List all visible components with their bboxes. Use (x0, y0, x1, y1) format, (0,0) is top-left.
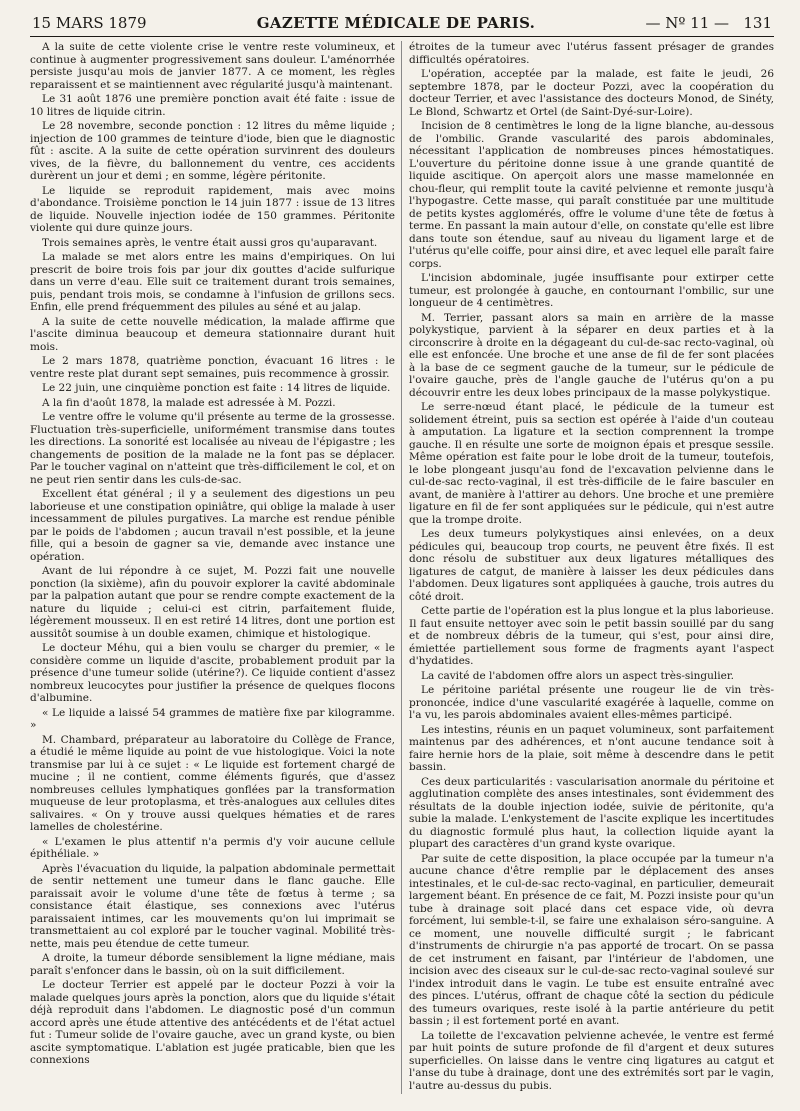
paragraph: Le 31 août 1876 une première ponction avait été faite : issue de 10 litres de liquide citrin. (30, 93, 395, 118)
paragraph: Le liquide se reproduit rapidement, mais avec moins d'abondance. Troisième ponction le 14 juin 1877 : issue de 13 litres de liquide. Nouvelle injection iodée de 150 grammes. Péritonite violente qui dure quinze jours. (30, 184, 395, 234)
paragraph: Le 22 juin, une cinquième ponction est faite : 14 litres de liquide. (42, 382, 391, 394)
paragraph: Par suite de cette disposition, la place occupée par la tumeur n'a aucune chance d'être remplie par le déplacement des anses intestinales, et le cul-de-sac recto-vaginal, en particulier, demeurait largement béant. En présence de ce fait, M. Pozzi insiste pour qu'un tube à drainage soit placé dans cet espace vide, où devra forcément, lui semble-t-il, se faire une exhalaison séro-sanguine. A ce moment, une nouvelle difficulté surgit ; le fabricant d'instruments de chirurgie n'a pas apporté de trocart. On se passa de cet instrument en faisant, par l'intérieur de l'abdomen, une incision avec des ciseaux sur le cul-de-sac recto-vaginal soulevé sur l'index introduit dans le vagin. Le tube est ensuite entraîné avec des pinces. L'utérus, offrant de chaque côté la section du pédicule des tumeurs ovariques, reste isolé à la partie antérieure du petit bassin ; il est fortement porté en avant. (409, 852, 774, 1027)
paragraph: A la suite de cette violente crise le ventre reste volumineux, et continue à augmenter progressivement sans douleur. L'aménorrhée persiste jusqu'au mois de janvier 1877. A ce moment, les règles reparaissent et se maintiennent avec régularité jusqu'à maintenant. (30, 41, 395, 91)
paragraph: Le docteur Terrier est appelé par le docteur Pozzi à voir la malade quelques jours après la ponction, alors que du liquide s'était déjà reproduit dans l'abdomen. Le diagnostic posé d'un commun accord après une étude attentive des antécédents et de l'état actuel fut : Tumeur solide de l'ovaire gauche, avec un grand kyste, ou bien ascite symptomatique. L'ablation est jugée praticable, bien que les connexions (30, 979, 395, 1066)
paragraph: « Le liquide a laissé 54 grammes de matière fixe par kilogramme. » (30, 706, 395, 731)
paragraph: La malade se met alors entre les mains d'empiriques. On lui prescrit de boire trois fois par jour dix gouttes d'acide sulfurique dans un verre d'eau. Elle suit ce traitement durant trois semaines, puis, pendant trois mois, se condamne à l'infusion de grillons secs. Enfin, elle prend fréquemment des pilules au séné et au jalap. (30, 251, 395, 313)
page-number: 131 (743, 14, 772, 32)
issue-and-page (645, 12, 772, 34)
paragraph: Incision de 8 centimètres le long de la ligne blanche, au-dessous de l'ombilic. Grande vascularité des parois abdominales, nécessitant l'application de nombreuses pinces hémostatiques. L'ouverture du péritoine donne issue à une grande quantité de liquide ascitique. On aperçoit alors une masse mamelonnée en chou-fleur, qui remplit toute la cavité pelvienne et remonte jusqu'à l'hypogastre. Cette masse, qui paraît constituée par une multitude de petits kystes agglomérés, offre le volume d'une tête de fœtus à terme. En passant la main autour d'elle, on constate qu'elle est libre dans toute son étendue, sauf au niveau du ligament large et de l'utérus qu'elle coiffe, pour ainsi dire, et avec lequel elle paraît faire corps. (409, 120, 774, 270)
left-column (30, 41, 395, 1094)
paragraph: L'opération, acceptée par la malade, est faite le jeudi, 26 septembre 1878, par le docteur Pozzi, avec la coopération du docteur Terrier, et avec l'assistance des docteurs Monod, de Sinéty, Le Blond, Schwartz et Ortel (de Saint-Dyé-sur-Loire). (409, 68, 774, 118)
page-header (30, 12, 774, 34)
paragraph: L'incision abdominale, jugée insuffisante pour extirper cette tumeur, est prolongée à gauche, en contournant l'ombilic, sur une longueur de 4 centimètres. (409, 272, 774, 309)
paragraph: Le ventre offre le volume qu'il présente au terme de la grossesse. Fluctuation très-superficielle, uniformément transmise dans toutes les directions. La sonorité est localisée au niveau de l'épigastre ; les changements de position de la malade ne la font pas se déplacer. Par le toucher vaginal on n'atteint que très-difficilement le col, et on ne peut rien sentir dans les culs-de-sac. (30, 411, 395, 486)
paragraph: « L'examen le plus attentif n'a permis d'y voir aucune cellule épithéliale. » (30, 835, 395, 860)
paragraph: La cavité de l'abdomen offre alors un aspect très-singulier. (421, 669, 735, 682)
header-rule (30, 36, 774, 37)
paragraph: Avant de lui répondre à ce sujet, M. Pozzi fait une nouvelle ponction (la sixième), afin du pouvoir explorer la cavité abdominale par la palpation autant que pour se rendre compte exactement de la nature du liquide ; celui-ci est citrin, parfaitement fluide, légèrement mousseux. Il en est retiré 14 litres, dont une portion est aussitôt soumise à un double examen, chimique et histologique. (30, 565, 395, 640)
paragraph: étroites de la tumeur avec l'utérus fassent présager de grandes difficultés opératoires. (409, 41, 774, 66)
paragraph: Ces deux particularités : vascularisation anormale du péritoine et agglutination complète des anses intestinales, sont évidemment des résultats de la double injection iodée, suivie de péritonite, qu'a subie la malade. L'enkystement de l'ascite explique les incertitudes du diagnostic formulé plus haut, la collection liquide ayant la plupart des caractères d'un grand kyste ovarique. (409, 775, 774, 850)
paragraph: M. Chambard, préparateur au laboratoire du Collège de France, a étudié le même liquide au point de vue histologique. Voici la note transmise par lui à ce sujet : « Le liquide est fortement chargé de mucine ; il ne contient, comme éléments figurés, que d'assez nombreuses cellules lymphatiques gonflées par la transformation muqueuse de leur protoplasma, et très-analogues aux cellules dites salivaires. « On y trouve aussi quelques hématies et de rares lamelles de cholestérine. (30, 733, 395, 833)
newspaper-page (30, 12, 774, 1094)
paragraph: Trois semaines après, le ventre était aussi gros qu'auparavant. (42, 236, 378, 249)
paragraph: Le docteur Méhu, qui a bien voulu se charger du premier, « le considère comme un liquide d'ascite, probablement produit par la présence d'une tumeur solide (utérine?). Ce liquide contient d'assez nombreux leucocytes pour justifier la présence de quelques flocons d'albumine. (30, 642, 395, 704)
journal-title: GAZETTE MÉDICALE DE PARIS. (256, 14, 536, 32)
paragraph: La toilette de l'excavation pelvienne achevée, le ventre est fermé par huit points de suture profonde de fil d'argent et deux sutures superficielles. On laisse dans le ventre cinq ligatures au catgut et l'anse du tube à drainage, dont une des extrémités sort par le vagin, l'autre au-dessus du pubis. (409, 1029, 774, 1092)
paragraph: Le 2 mars 1878, quatrième ponction, évacuant 16 litres : le ventre reste plat durant sept semaines, puis recommence à grossir. (30, 355, 395, 380)
right-column (409, 41, 774, 1094)
paragraph: Les intestins, réunis en un paquet volumineux, sont parfaitement maintenus par des adhérences, et n'ont aucune tendance soit à faire hernie hors de la plaie, soit même à descendre dans le petit bassin. (409, 723, 774, 773)
paragraph: Le serre-nœud étant placé, le pédicule de la tumeur est solidement étreint, puis sa section est opérée à l'aide d'un couteau à amputation. La ligature et la section comprennent la trompe gauche. Il en résulte une sorte de moignon épais et presque sessile. Même opération est faite pour le lobe droit de la tumeur, toutefois, le lobe plongeant jusqu'au fond de l'excavation pelvienne dans le cul-de-sac recto-vaginal, il est très-difficile de le faire basculer en avant, de manière à l'attirer au dehors. Une broche et une première ligature en fil de fer sont appliquées sur le pédicule, qui n'est autre que la trompe droite. (409, 401, 774, 526)
paragraph: Le 28 novembre, seconde ponction : 12 litres du même liquide ; injection de 100 grammes de teinture d'iode, bien que le diagnostic fût : ascite. A la suite de cette opération survinrent des douleurs vives, de la fièvre, du ballonnement du ventre, ces accidents durèrent un jour et demi ; en somme, légère péritonite. (30, 120, 395, 182)
paragraph: Cette partie de l'opération est la plus longue et la plus laborieuse. Il faut ensuite nettoyer avec soin le petit bassin souillé par du sang et de nombreux débris de la tumeur, qui s'est, pour ainsi dire, émiettée partiellement sous forme de fragments ayant l'aspect d'hydatides. (409, 605, 774, 667)
article-columns (30, 41, 774, 1094)
issue-number: — Nº 11 — (645, 14, 730, 32)
issue-date: 15 MARS 1879 (32, 14, 147, 32)
paragraph: Le péritoine pariétal présente une rougeur lie de vin très-prononcée, indice d'une vascularité exagérée à laquelle, comme on l'a vu, les parois abdominales avaient elles-mêmes participé. (409, 684, 774, 721)
paragraph: A la suite de cette nouvelle médication, la malade affirme que l'ascite diminua beaucoup et demeura stationnaire durant huit mois. (30, 315, 395, 353)
paragraph: A la fin d'août 1878, la malade est adressée à M. Pozzi. (42, 396, 336, 409)
paragraph: Les deux tumeurs polykystiques ainsi enlevées, on a deux pédicules qui, beaucoup trop courts, ne peuvent être fixés. Il est donc résolu de substituer aux deux ligatures métalliques des ligatures de catgut, de manière à laisser les deux pédicules dans l'abdomen. Deux ligatures sont appliquées à gauche, trois autres du côté droit. (409, 528, 774, 603)
paragraph: A droite, la tumeur déborde sensiblement la ligne médiane, mais paraît s'enfoncer dans le bassin, où on la suit difficilement. (30, 952, 395, 977)
paragraph: M. Terrier, passant alors sa main en arrière de la masse polykystique, parvient à la séparer en deux parties et à la circonscrire à droite en la dégageant du cul-de-sac recto-vaginal, où elle est enfoncée. Une broche et une anse de fil de fer sont placées à la base de ce segment gauche de la tumeur, sur le pédicule de l'ovaire gauche, près de l'angle gauche de l'utérus qu'on a pu découvrir entre les deux lobes principaux de la masse polykystique. (409, 311, 774, 399)
paragraph: Après l'évacuation du liquide, la palpation abdominale permettait de sentir nettement une tumeur dans le flanc gauche. Elle paraissait avoir le volume d'une tête de fœtus à terme ; sa consistance était élastique, ses connexions avec l'utérus paraissaient intimes, car les mouvements qu'on lui imprimait se transmettaient au col exploré par le toucher vaginal. Mobilité très-nette, mais peu étendue de cette tumeur. (30, 862, 395, 950)
paragraph: Excellent état général ; il y a seulement des digestions un peu laborieuse et une constipation opiniâtre, qui oblige la malade à user incessamment de pilules purgatives. La marche est rendue pénible par le poids de l'abdomen ; aucun travail n'est possible, et la jeune fille, qui a besoin de gagner sa vie, demande avec instance une opération. (30, 488, 395, 563)
